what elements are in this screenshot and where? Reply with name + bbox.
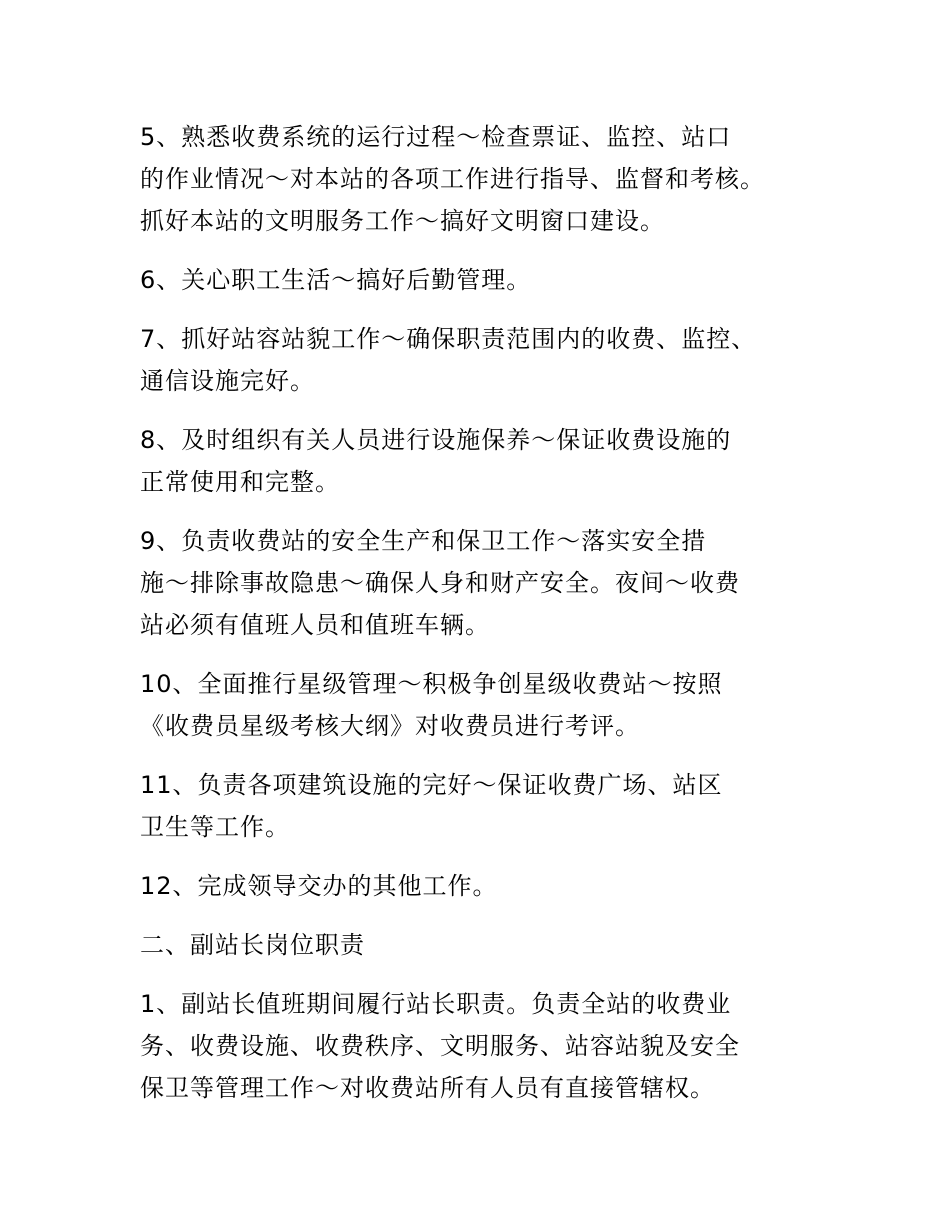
paragraph-deputy-item-1 <box>140 983 830 1109</box>
text-line: 12、完成领导交办的其他工作。 <box>140 872 498 900</box>
paragraph-item-12 <box>140 865 830 907</box>
text-line: 正常使用和完整。 <box>140 468 340 496</box>
paragraph-item-7 <box>140 318 830 402</box>
text-line: 施～排除事故隐患～确保人身和财产安全。夜间～收费 <box>140 569 740 597</box>
text-line: 保卫等管理工作～对收费站所有人员有直接管辖权。 <box>140 1074 715 1102</box>
text-line: 抓好本站的文明服务工作～搞好文明窗口建设。 <box>140 207 665 235</box>
heading-line: 二、副站长岗位职责 <box>140 931 365 959</box>
text-line: 8、及时组织有关人员进行设施保养～保证收费设施的 <box>140 426 732 454</box>
text-line: 1、副站长值班期间履行站长职责。负责全站的收费业 <box>140 990 732 1018</box>
text-line: 6、关心职工生活～搞好后勤管理。 <box>140 266 532 294</box>
text-line: 的作业情况～对本站的各项工作进行指导、监督和考核。 <box>140 165 765 193</box>
paragraph-item-11 <box>140 764 830 848</box>
text-line: 卫生等工作。 <box>140 813 290 841</box>
paragraph-item-9 <box>140 520 830 646</box>
text-line: 7、抓好站容站貌工作～确保职责范围内的收费、监控、 <box>140 325 757 353</box>
text-line: 务、收费设施、收费秩序、文明服务、站容站貌及安全 <box>140 1032 740 1060</box>
text-line: 5、熟悉收费系统的运行过程～检查票证、监控、站口 <box>140 123 732 151</box>
paragraph-item-10 <box>140 663 830 747</box>
text-line: 站必须有值班人员和值班车辆。 <box>140 611 490 639</box>
document-body <box>140 116 830 1126</box>
text-line: 10、全面推行星级管理～积极争创星级收费站～按照 <box>140 670 723 698</box>
section-heading <box>140 924 830 966</box>
text-line: 《收费员星级考核大纲》对收费员进行考评。 <box>140 712 640 740</box>
text-line: 11、负责各项建筑设施的完好～保证收费广场、站区 <box>140 771 723 799</box>
text-line: 9、负责收费站的安全生产和保卫工作～落实安全措 <box>140 527 707 555</box>
paragraph-item-8 <box>140 419 830 503</box>
paragraph-item-6 <box>140 259 830 301</box>
text-line: 通信设施完好。 <box>140 367 315 395</box>
paragraph-item-5 <box>140 116 830 242</box>
